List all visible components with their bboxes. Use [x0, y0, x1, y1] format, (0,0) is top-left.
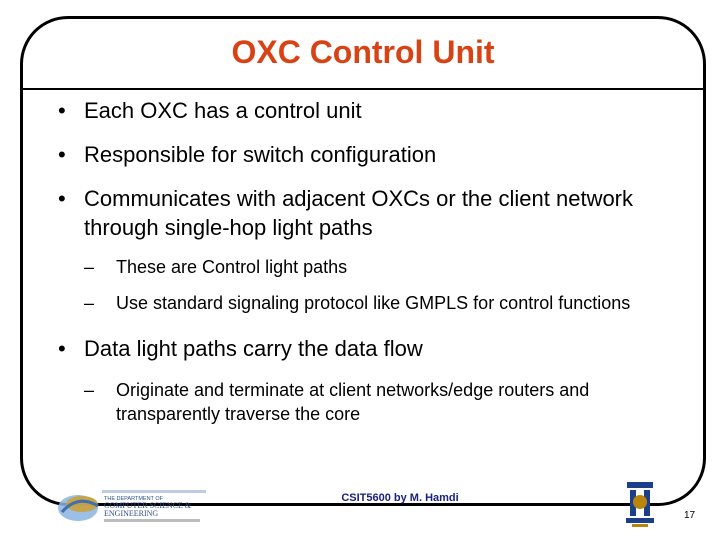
bullet-item [58, 96, 688, 125]
svg-text:THE DEPARTMENT OF: THE DEPARTMENT OF [104, 496, 163, 502]
sub-bullet-text: Originate and terminate at client networks/edge routers and transparently traverse the core [116, 380, 590, 424]
sub-bullet-dash: – [84, 257, 95, 277]
bullet-text: Responsible for switch configuration [84, 142, 437, 167]
bullet-text: Each OXC has a control unit [84, 98, 362, 123]
bullet-item [58, 334, 688, 363]
bullet-dot: • [58, 336, 66, 361]
sub-bullet-text: Use standard signaling protocol like GMPLS for control functions [116, 293, 631, 313]
bullet-dot: • [58, 98, 66, 123]
page-number: 17 [684, 510, 696, 521]
bullet-dot: • [58, 186, 66, 211]
title-divider [20, 88, 706, 90]
bullet-text: Communicates with adjacent OXCs or the client network through single-hop light paths [84, 186, 634, 240]
bullet-text: Data light paths carry the data flow [84, 336, 423, 361]
department-logo [56, 484, 216, 526]
sub-bullet-item [58, 255, 688, 279]
sub-bullet-item [58, 291, 688, 315]
slide-content [58, 96, 688, 426]
sub-bullet-item [58, 378, 688, 426]
sub-bullet-dash: – [84, 380, 95, 400]
bullet-item [58, 184, 688, 242]
university-crest-icon [622, 480, 658, 528]
sub-bullet-text: These are Control light paths [116, 257, 348, 277]
svg-text:COMPUTER SCIENCE &: COMPUTER SCIENCE & [104, 501, 192, 510]
svg-text:ENGINEERING: ENGINEERING [104, 509, 159, 518]
course-footer: CSIT5600 by M. Hamdi [341, 492, 459, 504]
sub-bullet-dash: – [84, 293, 95, 313]
bullet-dot: • [58, 142, 66, 167]
slide-title: OXC Control Unit [231, 34, 495, 70]
bullet-item [58, 140, 688, 169]
